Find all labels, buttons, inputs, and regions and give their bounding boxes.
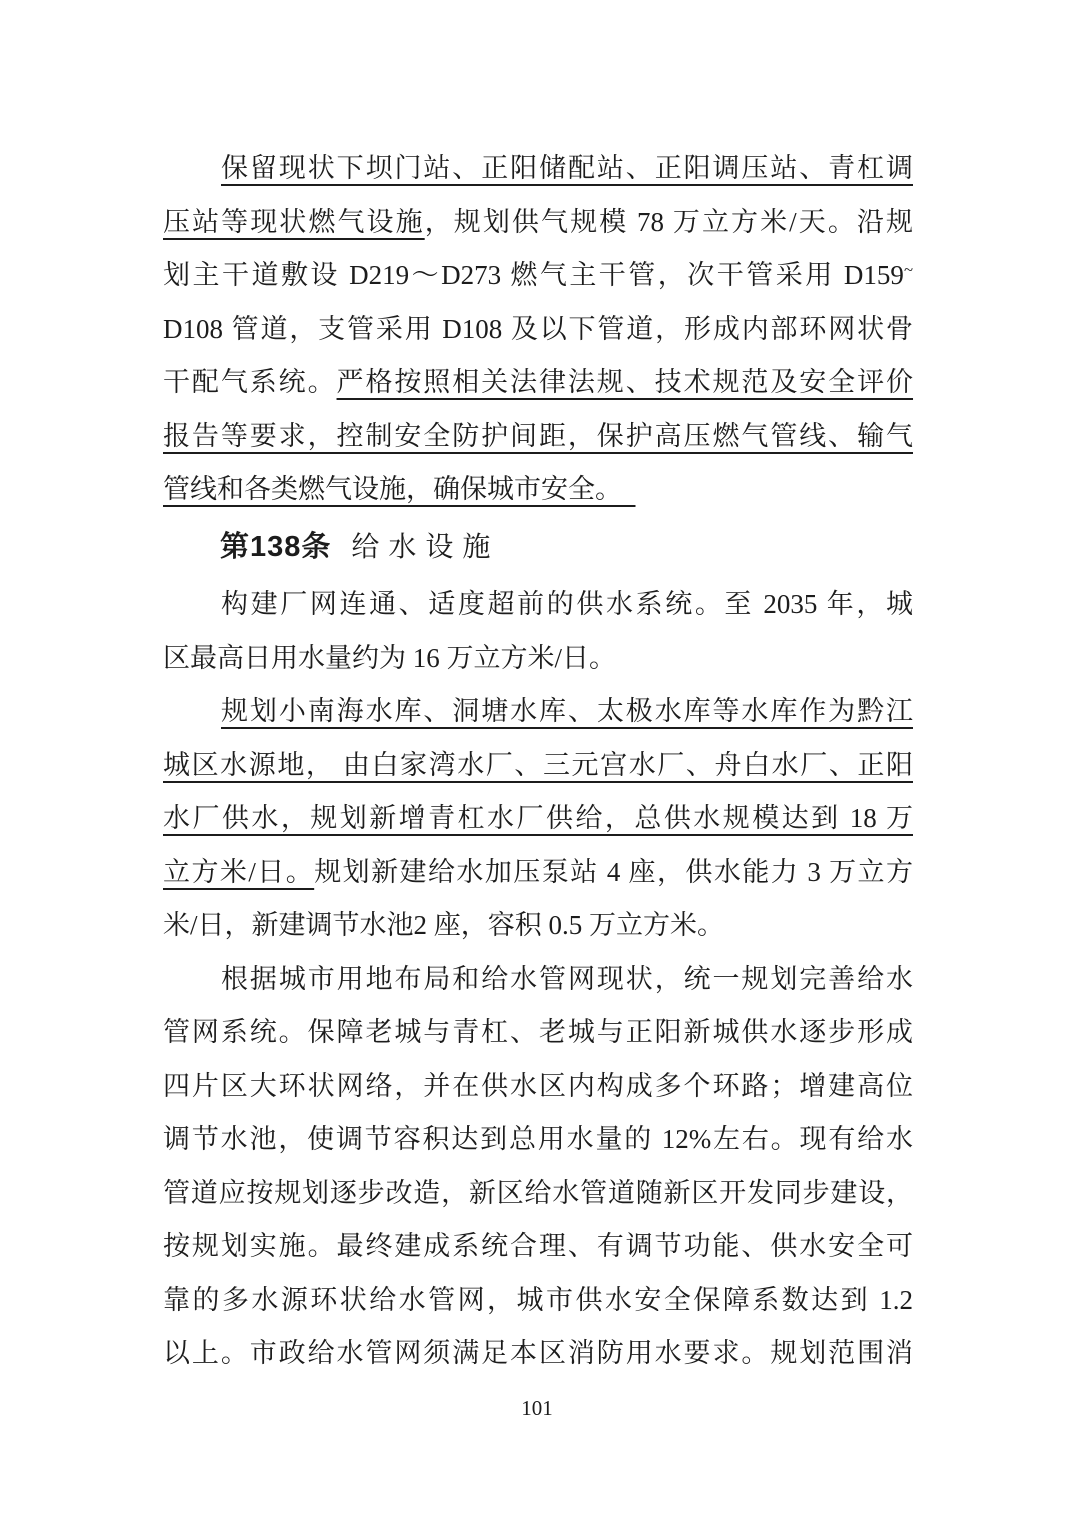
- underlined-text: 严格按照相关法律法规、技术规范及安全评价: [336, 367, 914, 397]
- underlined-text: 水厂供水，规划新增青杠水厂供给，总供水规模达到 18 万: [163, 803, 913, 833]
- section-heading: [163, 521, 913, 575]
- section-heading-title: 给水设施: [351, 531, 500, 563]
- body-text: ~: [903, 260, 913, 279]
- underlined-text: 压站等现状燃气设施: [163, 206, 425, 237]
- body-text: 调节水池，使调节容积达到总用水量的 12%左右。现有给水: [163, 1124, 913, 1154]
- underlined-text: 立方米/日。: [163, 856, 315, 887]
- text-line: [163, 410, 913, 464]
- document-text-block: [163, 142, 913, 1381]
- text-line: [163, 1113, 913, 1167]
- paragraph-water-supply: [163, 578, 913, 1381]
- underlined-text: 规划小南海水库、洞塘水库、太极水库等水库作为黔江: [221, 696, 913, 726]
- body-text: ，规划供气规模 78 万立方米/天。沿规: [424, 206, 913, 237]
- text-line: [163, 685, 913, 739]
- text-line: [163, 1006, 913, 1060]
- text-line: [163, 632, 913, 686]
- text-line: [163, 303, 913, 357]
- underlined-text: 报告等要求，控制安全防护间距，保护高压燃气管线、输气: [163, 420, 913, 451]
- text-line: [163, 792, 913, 846]
- text-line: [163, 142, 913, 196]
- body-text: 管道应按规划逐步改造，新区给水管道随新区开发同步建设，: [163, 1177, 913, 1208]
- body-text: 根据城市用地布局和给水管网现状，统一规划完善给水: [221, 963, 913, 994]
- text-line: [163, 1060, 913, 1114]
- text-line: [163, 578, 913, 632]
- underlined-text: 城区水源地， 由白家湾水厂、三元宫水厂、舟白水厂、正阳: [163, 749, 913, 780]
- body-text: 管网系统。保障老城与青杠、老城与正阳新城供水逐步形成: [163, 1017, 913, 1047]
- body-text: 靠的多水源环状给水管网，城市供水安全保障系数达到 1.2: [163, 1284, 913, 1315]
- text-line: [163, 846, 913, 900]
- body-text: 以上。市政给水管网须满足本区消防用水要求。规划范围消: [163, 1338, 913, 1368]
- text-line: [163, 1167, 913, 1221]
- body-text: D108 管道，支管采用 D108 及以下管道，形成内部环网状骨: [163, 313, 913, 344]
- body-text: 区最高日用水量约为 16 万立方米/日。: [163, 642, 617, 673]
- page-number: 101: [521, 1396, 553, 1420]
- body-text: 四片区大环状网络，并在供水区内构成多个环路；增建高位: [163, 1070, 913, 1101]
- body-text: 划主干道敷设 D219～D273 燃气主干管，次干管采用 D159: [163, 260, 904, 290]
- underlined-text: 保留现状下坝门站、正阳储配站、正阳调压站、青杠调: [221, 153, 913, 183]
- body-text: 米/日，新建调节水池2 座，容积 0.5 万立方米。: [163, 910, 725, 940]
- paragraph-gas-facilities: [163, 142, 913, 517]
- body-text: 构建厂网连通、适度超前的供水系统。至 2035 年，城: [221, 589, 913, 619]
- body-text: 按规划实施。最终建成系统合理、有调节功能、供水安全可: [163, 1231, 913, 1261]
- underlined-text: 管线和各类燃气设施，确保城市安全。: [163, 474, 636, 504]
- body-text: 干配气系统。: [163, 367, 337, 397]
- text-line: [163, 463, 913, 517]
- text-line: [163, 899, 913, 953]
- text-line: [163, 1327, 913, 1381]
- text-line: [163, 1274, 913, 1328]
- text-line: [163, 1220, 913, 1274]
- text-line: [163, 249, 913, 303]
- text-line: [163, 356, 913, 410]
- body-text: 规划新建给水加压泵站 4 座，供水能力 3 万立方: [314, 856, 913, 887]
- text-line: [163, 953, 913, 1007]
- text-line: [163, 739, 913, 793]
- section-heading-number: 第138条: [220, 530, 332, 563]
- text-line: [163, 196, 913, 250]
